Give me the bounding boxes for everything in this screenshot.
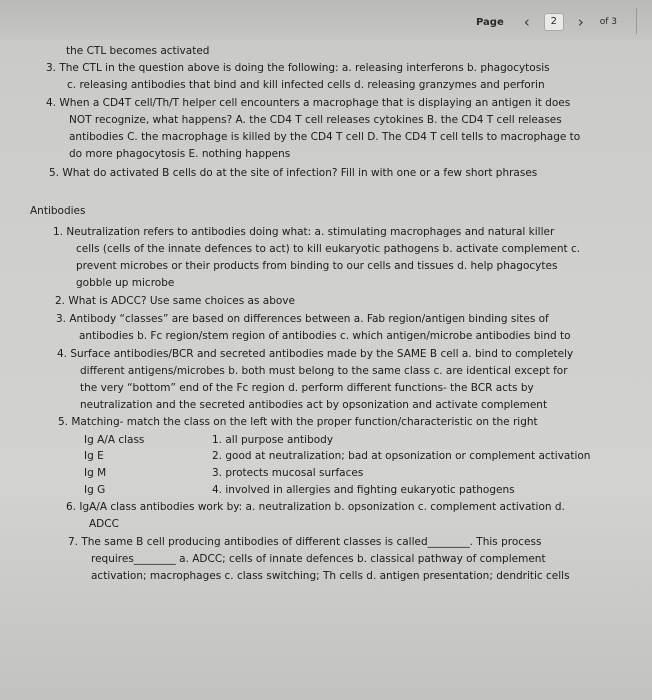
antibodies-q1: 1. Neutralization refers to antibodies doing what: a. stimulating macrophages and natural killer (53, 226, 555, 238)
text-line: antibodies b. Fc region/stem region of antibodies c. which antigen/microbe antibodies bind to (79, 330, 571, 342)
antibodies-q4: 4. Surface antibodies/BCR and secreted antibodies made by the SAME B cell a. bind to completely (57, 348, 574, 360)
antibodies-q3: 3. Antibody “classes” are based on differences between a. Fab region/antigen binding sites of (56, 313, 549, 325)
match-right-item: 1. all purpose antibody (212, 434, 334, 446)
antibodies-q7: 7. The same B cell producing antibodies of different classes is called________. This process (68, 536, 542, 548)
match-left-item: Ig M (84, 467, 107, 479)
text-line: ADCC (89, 518, 119, 530)
text-line: requires________ a. ADCC; cells of innate defences b. classical pathway of complement (91, 553, 546, 565)
question-5: 5. What do activated B cells do at the site of infection? Fill in with one or a few short phrases (49, 167, 538, 179)
chevron-left-icon[interactable]: ‹ (523, 13, 530, 31)
text-line: gobble up microbe (76, 277, 175, 289)
antibodies-q2: 2. What is ADCC? Use same choices as above (55, 295, 295, 307)
match-right-item: 3. protects mucosal surfaces (212, 467, 364, 479)
current-page-input[interactable]: 2 (544, 13, 564, 31)
text-line: antibodies C. the macrophage is killed by the CD4 T cell D. The CD4 T cell tells to macrophage to (69, 131, 581, 143)
question-4: 4. When a CD4T cell/Th/T helper cell encounters a macrophage that is displaying an antigen it does (46, 97, 571, 109)
text-line: c. releasing antibodies that bind and kill infected cells d. releasing granzymes and perforin (67, 79, 545, 91)
antibodies-q5: 5. Matching- match the class on the left with the proper function/characteristic on the right (58, 416, 538, 428)
antibodies-q6: 6. IgA/A class antibodies work by: a. neutralization b. opsonization c. complement activation d. (66, 501, 565, 513)
question-3: 3. The CTL in the question above is doing the following: a. releasing interferons b. phagocytosis (46, 62, 550, 74)
text-line: prevent microbes or their products from binding to our cells and tissues d. help phagocytes (76, 260, 558, 272)
text-line: neutralization and the secreted antibodies act by opsonization and activate complement (80, 399, 548, 411)
text-line: the CTL becomes activated (66, 45, 210, 57)
match-right-item: 4. involved in allergies and fighting eukaryotic pathogens (212, 484, 515, 496)
text-line: do more phagocytosis E. nothing happens (69, 148, 291, 160)
text-line: the very “bottom” end of the Fc region d. perform different functions- the BCR acts by (80, 382, 534, 394)
match-left-item: Ig G (84, 484, 106, 496)
section-heading: Antibodies (30, 205, 86, 217)
total-pages: of 3 (599, 17, 618, 27)
text-line: different antigens/microbes b. both must belong to the same class c. are identical except for (80, 365, 568, 377)
match-left-item: Ig A/A class (84, 434, 145, 446)
match-right-item: 2. good at neutralization; bad at opsonization or complement activation (212, 450, 591, 462)
page-label: Page (476, 16, 504, 28)
chevron-right-icon[interactable]: › (577, 13, 584, 31)
match-left-item: Ig E (84, 450, 104, 462)
text-line: cells (cells of the innate defences to act) to kill eukaryotic pathogens b. activate complement c. (76, 243, 581, 255)
text-line: NOT recognize, what happens? A. the CD4 T cell releases cytokines B. the CD4 T cell releases (69, 114, 562, 126)
text-line: activation; macrophages c. class switching; Th cells d. antigen presentation; dendritic cells (91, 570, 570, 582)
